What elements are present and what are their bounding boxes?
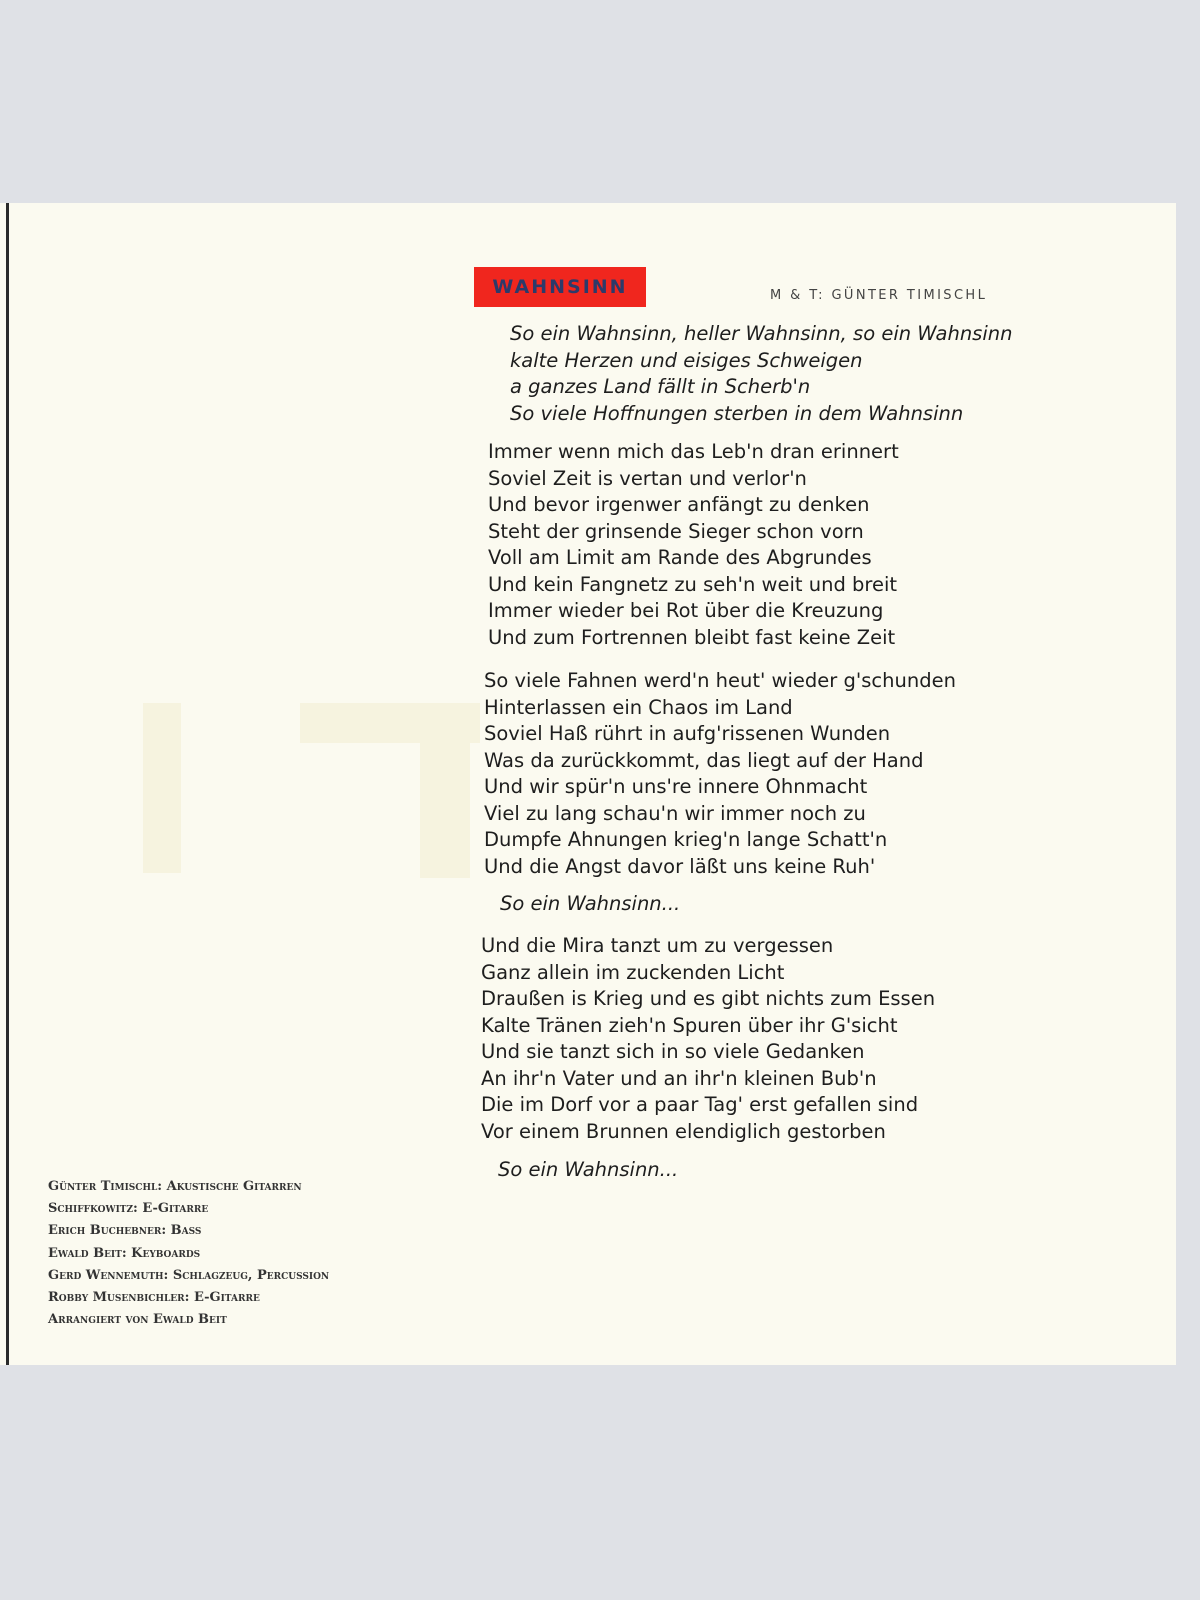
lyric-line: a ganzes Land fällt in Scherb'n: [510, 375, 811, 398]
lyric-line: Und kein Fangnetz zu seh'n weit und breit: [488, 572, 898, 596]
lyric-line: Voll am Limit am Rande des Abgrundes: [488, 546, 872, 569]
lyric-line: Dumpfe Ahnungen krieg'n lange Schatt'n: [484, 828, 888, 851]
credit-line: Ewald Beit: Keyboards: [48, 1245, 201, 1261]
lyric-line: Ganz allein im zuckenden Licht: [481, 960, 785, 984]
lyric-line: Hinterlassen ein Chaos im Land: [484, 695, 793, 719]
lyric-line: Viel zu lang schau'n wir immer noch zu: [484, 801, 866, 825]
lyric-line: So viele Hoffnungen sterben in dem Wahnsinn: [510, 401, 964, 425]
lyric-line: Immer wenn mich das Leb'n dran erinnert: [488, 440, 899, 463]
lyric-line: Draußen is Krieg und es gibt nichts zum Essen: [481, 987, 936, 1010]
lyric-line: Immer wieder bei Rot über die Kreuzung: [488, 599, 884, 622]
lyric-line: Die im Dorf vor a paar Tag' erst gefallen sind: [481, 1093, 919, 1116]
ghost-letter: [420, 703, 470, 878]
lyric-line: Und die Angst davor läßt uns keine Ruh': [484, 854, 876, 878]
verse-1: [488, 439, 899, 651]
lyric-line: Soviel Haß rührt in aufg'rissenen Wunden: [484, 722, 891, 745]
credit-line: Erich Buchebner: Bass: [48, 1223, 202, 1239]
lyric-line: Soviel Zeit is vertan und verlor'n: [488, 466, 807, 490]
lyric-line: Und sie tanzt sich in so viele Gedanken: [481, 1040, 865, 1063]
spine-edge: [6, 203, 9, 1365]
lyric-line: So ein Wahnsinn, heller Wahnsinn, so ein Wahnsinn: [510, 322, 1013, 345]
credit-line: Arrangiert von Ewald Beit: [48, 1312, 227, 1328]
credit-line: Gerd Wennemuth: Schlagzeug, Percussion: [48, 1267, 330, 1283]
chorus-ref: So ein Wahnsinn...: [500, 892, 681, 915]
credit-line: Günter Timischl: Akustische Gitarren: [48, 1179, 302, 1194]
lyric-line: Und zum Fortrennen bleibt fast keine Zeit: [488, 625, 896, 649]
credit-line: Robby Musenbichler: E-Gitarre: [48, 1290, 260, 1306]
lyric-line: kalte Herzen und eisiges Schweigen: [510, 348, 863, 372]
lyric-line: Kalte Tränen zieh'n Spuren über ihr G'sicht: [481, 1013, 898, 1037]
lyric-line: Und bevor irgenwer anfängt zu denken: [488, 493, 870, 516]
chorus: [510, 321, 1012, 427]
verse-3: [481, 933, 935, 1145]
musician-credits: [48, 1176, 329, 1331]
lyric-line: Vor einem Brunnen elendiglich gestorben: [481, 1119, 886, 1143]
booklet-page: [0, 203, 1176, 1365]
song-authors: M & T: GÜNTER TIMISCHL: [770, 288, 988, 303]
song-title: WAHNSINN: [474, 267, 646, 307]
lyric-line: Was da zurückkommt, das liegt auf der Hand: [484, 748, 924, 772]
credit-line: Schiffkowitz: E-Gitarre: [48, 1201, 209, 1217]
lyric-line: Steht der grinsende Sieger schon vorn: [488, 519, 864, 543]
lyric-line: Und die Mira tanzt um zu vergessen: [481, 934, 834, 957]
lyric-line: So viele Fahnen werd'n heut' wieder g'schunden: [484, 669, 956, 692]
chorus-ref: So ein Wahnsinn...: [498, 1158, 679, 1181]
verse-2: [484, 668, 956, 880]
ghost-letter: [143, 703, 181, 873]
lyric-line: Und wir spür'n uns're innere Ohnmacht: [484, 775, 868, 798]
lyric-line: An ihr'n Vater und an ihr'n kleinen Bub'n: [481, 1066, 877, 1090]
